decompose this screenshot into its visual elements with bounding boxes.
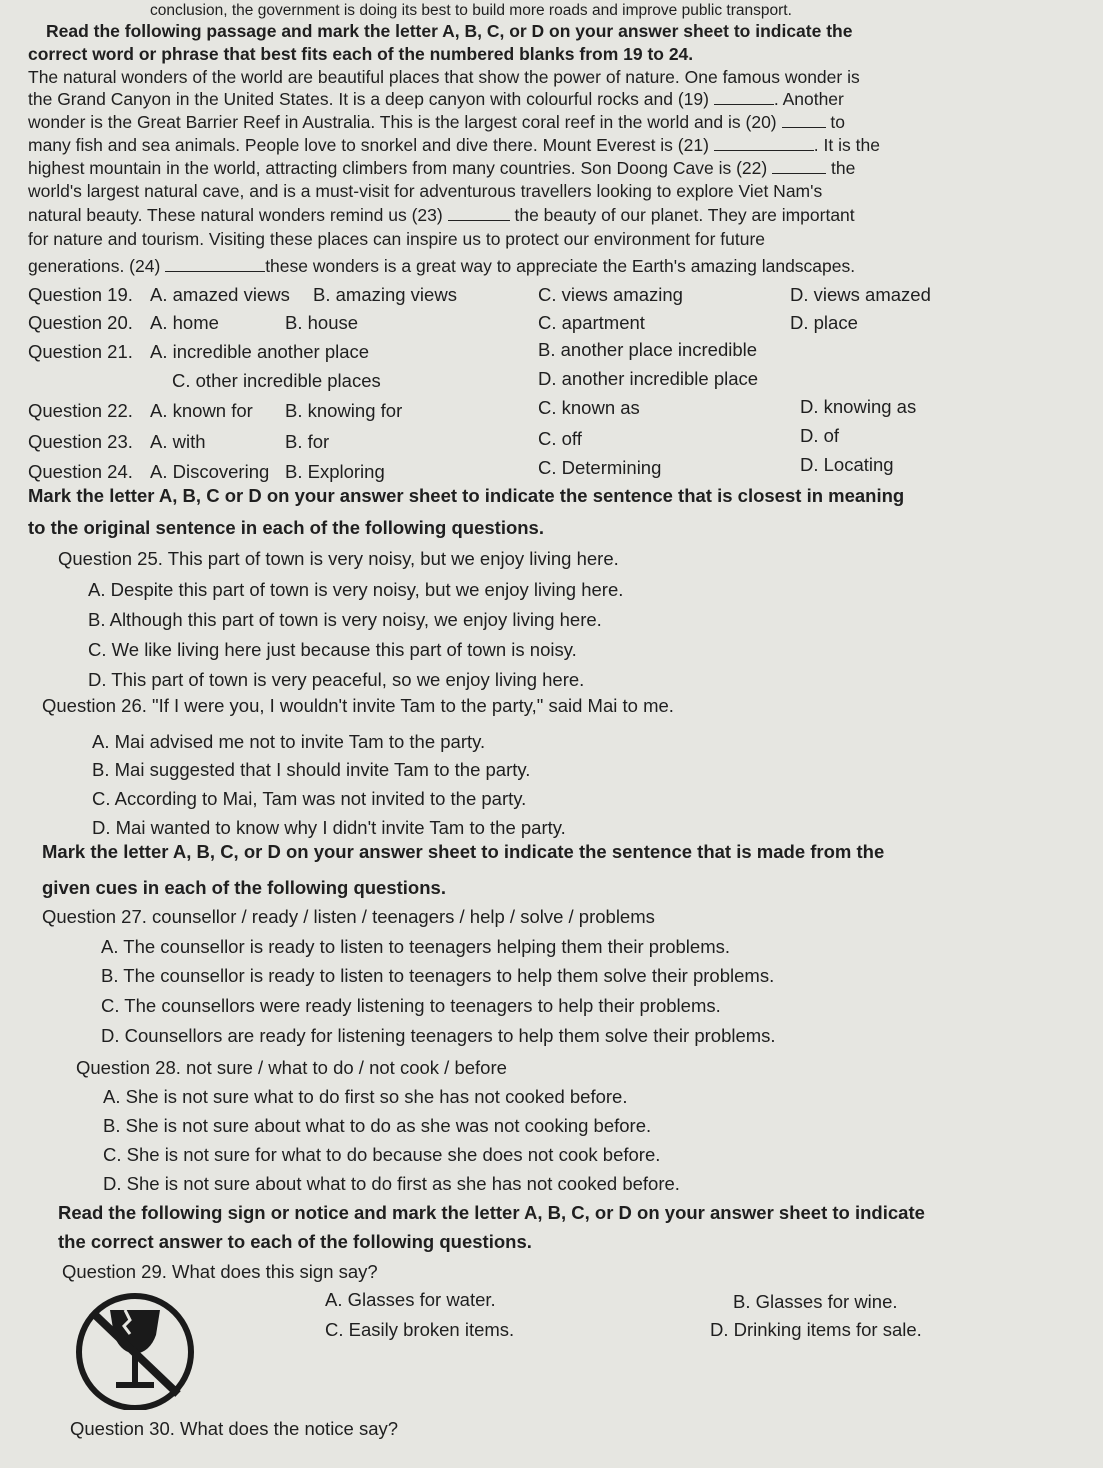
q23-option-d[interactable]: D. of bbox=[800, 425, 840, 446]
q26-option-c[interactable]: C. According to Mai, Tam was not invited to the party. bbox=[92, 788, 527, 809]
q22-option-b[interactable]: B. knowing for bbox=[285, 400, 403, 421]
q27-stem: Question 27. counsellor / ready / listen / teenagers / help / solve / problems bbox=[42, 906, 655, 927]
passage-line-4 bbox=[28, 134, 880, 156]
q20-option-b[interactable]: B. house bbox=[285, 312, 359, 333]
q28-option-a[interactable]: A. She is not sure what to do first so she has not cooked before. bbox=[103, 1086, 628, 1107]
section2-instruction-1: Mark the letter A, B, C or D on your answer sheet to indicate the sentence that is closest in meaning bbox=[28, 485, 905, 506]
q19-option-a[interactable]: A. amazed views bbox=[150, 284, 290, 305]
q21-label: Question 21. bbox=[28, 341, 133, 362]
q21-option-c[interactable]: C. other incredible places bbox=[172, 370, 381, 391]
q24-option-c[interactable]: C. Determining bbox=[538, 457, 662, 478]
passage-line-3-text: wonder is the Great Barrier Reef in Australia. This is the largest coral reef in the world and is (20) bbox=[28, 112, 777, 132]
passage-instruction-2: correct word or phrase that best fits each of the numbered blanks from 19 to 24. bbox=[28, 44, 694, 64]
passage-line-9 bbox=[28, 255, 855, 277]
q29-option-a[interactable]: A. Glasses for water. bbox=[325, 1289, 496, 1310]
passage-line-4-text: many fish and sea animals. People love to snorkel and dive there. Mount Everest is (21) bbox=[28, 135, 709, 155]
q24-option-d[interactable]: D. Locating bbox=[800, 454, 894, 475]
passage-line-1: The natural wonders of the world are beautiful places that show the power of nature. One famous wonder is bbox=[28, 67, 860, 87]
blank-24 bbox=[165, 257, 265, 272]
q23-label: Question 23. bbox=[28, 431, 133, 452]
passage-line-7 bbox=[28, 204, 855, 226]
q22-label: Question 22. bbox=[28, 400, 133, 421]
q24-option-a[interactable]: A. Discovering bbox=[150, 461, 270, 482]
q21-option-a[interactable]: A. incredible another place bbox=[150, 341, 370, 362]
q22-option-c[interactable]: C. known as bbox=[538, 397, 640, 418]
passage-line-4-end: . It is the bbox=[813, 135, 880, 155]
passage-line-2-text: the Grand Canyon in the United States. It is a deep canyon with colourful rocks and (19) bbox=[28, 89, 709, 109]
q29-option-b[interactable]: B. Glasses for wine. bbox=[733, 1291, 898, 1312]
q20-label: Question 20. bbox=[28, 312, 133, 333]
passage-line-9-text: generations. (24) bbox=[28, 256, 161, 276]
q24-option-b[interactable]: B. Exploring bbox=[285, 461, 385, 482]
passage-line-5-text: highest mountain in the world, attracting climbers from many countries. Son Doong Cave is (22) bbox=[28, 158, 768, 178]
q25-option-d[interactable]: D. This part of town is very peaceful, so we enjoy living here. bbox=[88, 669, 585, 690]
q27-option-d[interactable]: D. Counsellors are ready for listening teenagers to help them solve their problems. bbox=[101, 1025, 776, 1046]
blank-22 bbox=[772, 159, 826, 174]
q26-option-b[interactable]: B. Mai suggested that I should invite Tam to the party. bbox=[92, 759, 531, 780]
passage-instruction-1: Read the following passage and mark the letter A, B, C, or D on your answer sheet to indicate the bbox=[46, 21, 853, 41]
section4-instruction-1: Read the following sign or notice and mark the letter A, B, C, or D on your answer sheet to indicate bbox=[58, 1202, 925, 1223]
q19-label: Question 19. bbox=[28, 284, 133, 305]
q25-option-b[interactable]: B. Although this part of town is very noisy, we enjoy living here. bbox=[88, 609, 602, 630]
sign-glass-base bbox=[116, 1382, 154, 1388]
q19-option-d[interactable]: D. views amazed bbox=[790, 284, 931, 305]
blank-21 bbox=[714, 136, 814, 151]
passage-line-7-text: natural beauty. These natural wonders remind us (23) bbox=[28, 205, 443, 225]
passage-line-8: for nature and tourism. Visiting these places can inspire us to protect our environment for future bbox=[28, 229, 766, 249]
q25-stem: Question 25. This part of town is very noisy, but we enjoy living here. bbox=[58, 548, 619, 569]
q27-option-a[interactable]: A. The counsellor is ready to listen to teenagers helping them their problems. bbox=[101, 936, 730, 957]
section3-instruction-1: Mark the letter A, B, C, or D on your answer sheet to indicate the sentence that is made from the bbox=[42, 841, 885, 862]
blank-23 bbox=[448, 206, 510, 221]
q19-option-b[interactable]: B. amazing views bbox=[313, 284, 457, 305]
section4-instruction-2: the correct answer to each of the following questions. bbox=[58, 1231, 532, 1252]
passage-line-7-end: the beauty of our planet. They are important bbox=[514, 205, 855, 225]
blank-20 bbox=[782, 113, 826, 128]
top-fragment: conclusion, the government is doing its best to build more roads and improve public transport. bbox=[150, 2, 792, 19]
fragile-glass-prohibited-icon bbox=[70, 1290, 200, 1410]
q25-option-c[interactable]: C. We like living here just because this part of town is noisy. bbox=[88, 639, 577, 660]
q28-stem: Question 28. not sure / what to do / not cook / before bbox=[76, 1057, 507, 1078]
q29-option-c[interactable]: C. Easily broken items. bbox=[325, 1319, 515, 1340]
blank-19 bbox=[714, 90, 774, 105]
passage-line-2-end: . Another bbox=[773, 89, 844, 109]
section2-instruction-2: to the original sentence in each of the following questions. bbox=[28, 517, 544, 538]
passage-line-5-end: the bbox=[830, 158, 856, 178]
q21-option-d[interactable]: D. another incredible place bbox=[538, 368, 759, 389]
q28-option-b[interactable]: B. She is not sure about what to do as she was not cooking before. bbox=[103, 1115, 652, 1136]
q20-option-d[interactable]: D. place bbox=[790, 312, 858, 333]
q29-stem: Question 29. What does this sign say? bbox=[62, 1261, 378, 1282]
passage-line-5 bbox=[28, 157, 855, 179]
q27-option-c[interactable]: C. The counsellors were ready listening to teenagers to help their problems. bbox=[101, 995, 721, 1016]
q20-option-a[interactable]: A. home bbox=[150, 312, 219, 333]
q28-option-c[interactable]: C. She is not sure for what to do because she does not cook before. bbox=[103, 1144, 661, 1165]
passage-line-6: world's largest natural cave, and is a must-visit for adventurous travellers looking to explore Viet Nam's bbox=[28, 181, 823, 201]
q26-stem: Question 26. "If I were you, I wouldn't invite Tam to the party," said Mai to me. bbox=[42, 695, 674, 716]
passage-line-3 bbox=[28, 111, 845, 133]
passage-line-2 bbox=[28, 88, 844, 110]
q22-option-d[interactable]: D. knowing as bbox=[800, 396, 917, 417]
q23-option-a[interactable]: A. with bbox=[150, 431, 206, 452]
q22-option-a[interactable]: A. known for bbox=[150, 400, 253, 421]
q29-option-d[interactable]: D. Drinking items for sale. bbox=[710, 1319, 922, 1340]
q23-option-c[interactable]: C. off bbox=[538, 428, 582, 449]
q21-option-b[interactable]: B. another place incredible bbox=[538, 339, 758, 360]
q28-option-d[interactable]: D. She is not sure about what to do first as she has not cooked before. bbox=[103, 1173, 680, 1194]
q20-option-c[interactable]: C. apartment bbox=[538, 312, 645, 333]
passage-line-3-end: to bbox=[830, 112, 845, 132]
section3-instruction-2: given cues in each of the following questions. bbox=[42, 877, 446, 898]
q25-option-a[interactable]: A. Despite this part of town is very noisy, but we enjoy living here. bbox=[88, 579, 624, 600]
q24-label: Question 24. bbox=[28, 461, 133, 482]
passage-line-9-end: these wonders is a great way to appreciate the Earth's amazing landscapes. bbox=[265, 256, 856, 276]
q23-option-b[interactable]: B. for bbox=[285, 431, 330, 452]
q26-option-d[interactable]: D. Mai wanted to know why I didn't invite Tam to the party. bbox=[92, 817, 566, 838]
q26-option-a[interactable]: A. Mai advised me not to invite Tam to the party. bbox=[92, 731, 486, 752]
q30-stem: Question 30. What does the notice say? bbox=[70, 1418, 399, 1439]
q27-option-b[interactable]: B. The counsellor is ready to listen to teenagers to help them solve their problems. bbox=[101, 965, 775, 986]
q19-option-c[interactable]: C. views amazing bbox=[538, 284, 683, 305]
